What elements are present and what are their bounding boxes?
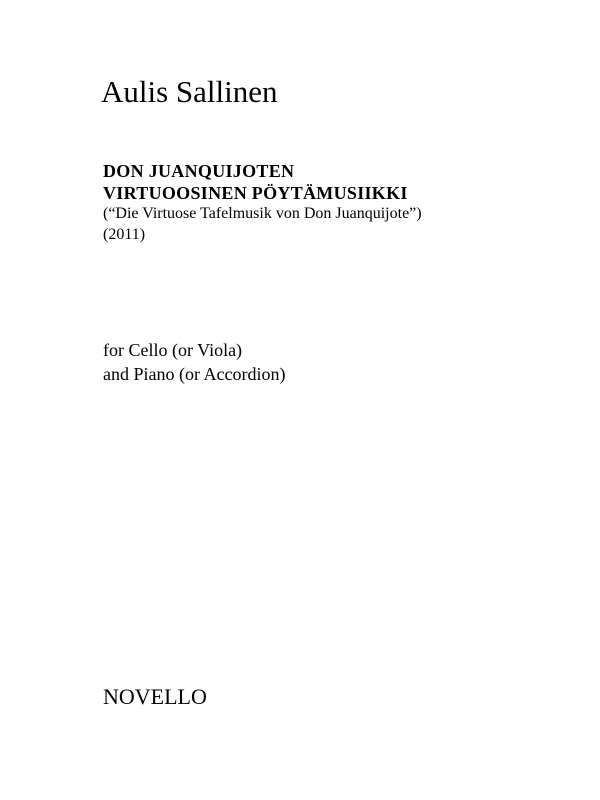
composition-year: (2011) <box>103 226 146 243</box>
instrumentation-line-1: for Cello (or Viola) <box>103 340 243 360</box>
composer-name: Aulis Sallinen <box>101 74 278 109</box>
work-title-line-2: VIRTUOOSINEN PÖYTÄMUSIIKKI <box>103 183 408 203</box>
instrumentation-block <box>103 338 285 386</box>
work-title-block <box>103 160 422 246</box>
publisher-name: NOVELLO <box>103 684 207 709</box>
work-title-line-1: DON JUANQUIJOTEN <box>103 161 295 181</box>
instrumentation-line-2: and Piano (or Accordion) <box>103 364 286 384</box>
work-subtitle-german: (“Die Virtuose Tafelmusik von Don Juanquijote”) <box>103 205 422 222</box>
